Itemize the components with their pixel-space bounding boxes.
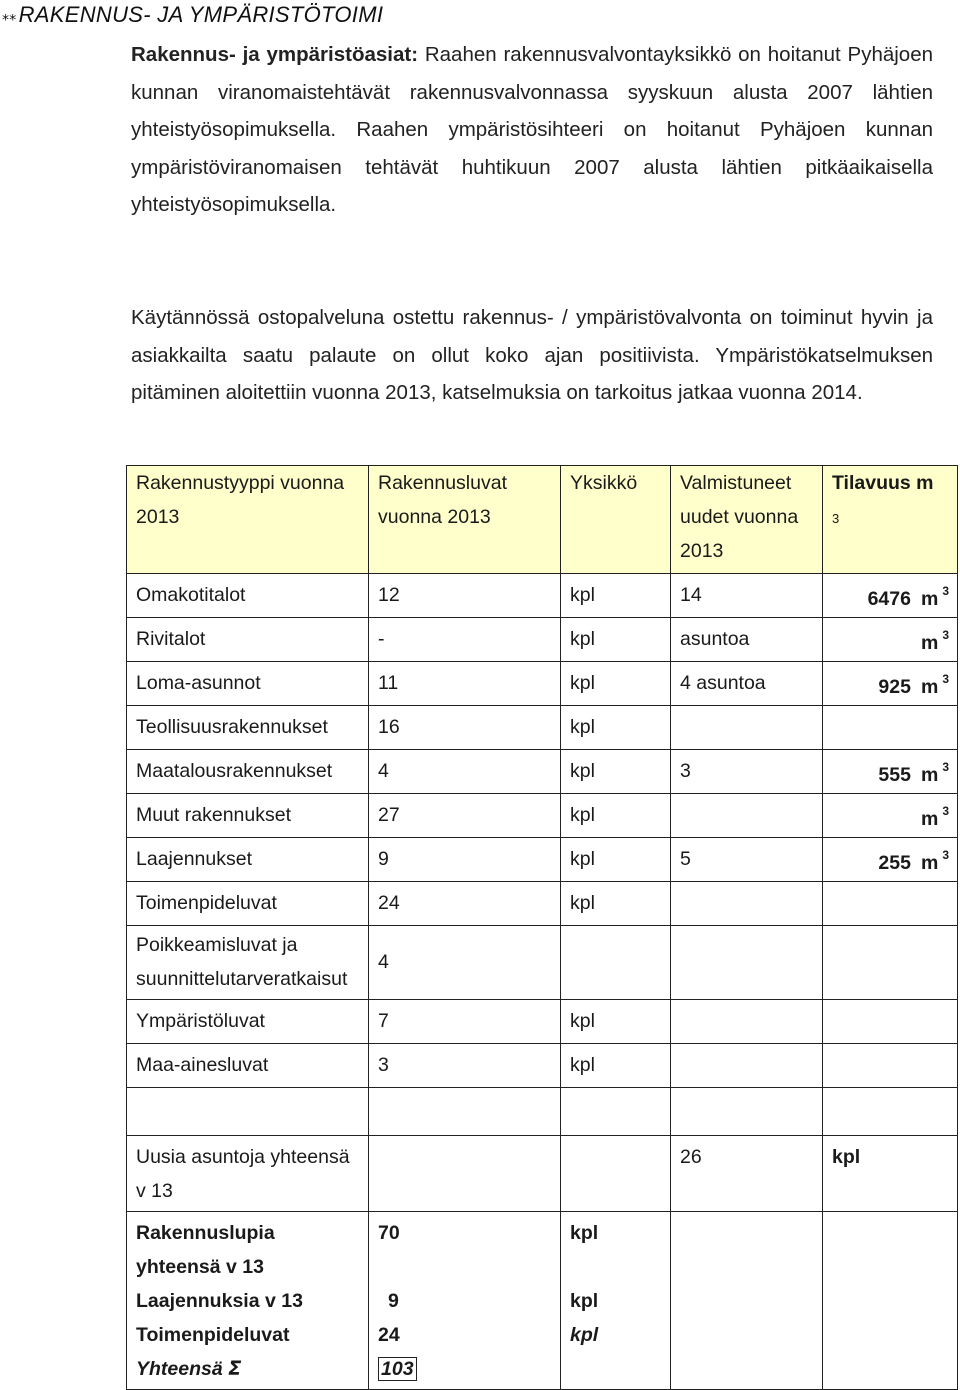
row-permits: - bbox=[369, 618, 561, 662]
volume-unit: m bbox=[920, 852, 939, 874]
paragraph-text: Raahen rakennusvalvontayksikkö on hoitanut Pyhäjoen kunnan viranomaistehtävät rakennusvalvonnassa syyskuun alusta 2007 lähtien yhteistyösopimuksella. Raahen ympäristösihteeri on hoitanut Pyhäjoen kunnan ympäristöviranomaisen tehtävät huhtikuun 2007 alusta lähtien pitkäaikaisella yhteistyösopimuksella. bbox=[131, 43, 933, 216]
table-row bbox=[127, 1000, 958, 1044]
row-volume bbox=[823, 618, 958, 662]
header-cell: Yksikkö bbox=[561, 466, 671, 574]
volume-unit: m bbox=[920, 808, 939, 830]
row-unit: kpl bbox=[561, 794, 671, 838]
blank-cell bbox=[823, 1088, 958, 1136]
row-permits: 9 bbox=[369, 838, 561, 882]
grand-total-label bbox=[136, 1352, 360, 1386]
row-type: Omakotitalot bbox=[127, 574, 369, 618]
paragraph-feedback: Käytännössä ostopalveluna ostettu rakennus- / ympäristövalvonta on toiminut hyvin ja asiakkailta saatu palaute on ollut koko ajan positiivista. Ympäristökatselmuksen pitäminen aloitettiin vuonna 2013, katselmuksia on tarkoitus jatkaa vuonna 2014. bbox=[131, 306, 933, 404]
row-unit: kpl bbox=[561, 706, 671, 750]
summary-units bbox=[561, 1212, 671, 1390]
row-permits: 7 bbox=[369, 1000, 561, 1044]
row-permits: 24 bbox=[369, 882, 561, 926]
blank-cell bbox=[561, 1088, 671, 1136]
permits-total-value: 70 bbox=[378, 1222, 400, 1244]
summary-labels bbox=[127, 1212, 369, 1390]
row-volume bbox=[823, 926, 958, 1000]
row-type: Ympäristöluvat bbox=[127, 1000, 369, 1044]
volume-unit: m bbox=[920, 632, 939, 654]
row-volume bbox=[823, 750, 958, 794]
grand-total-value: 103 bbox=[378, 1357, 417, 1381]
row-completed: 4 asuntoa bbox=[671, 662, 823, 706]
new-homes-unit: kpl bbox=[823, 1136, 958, 1212]
row-completed bbox=[671, 882, 823, 926]
summary-empty bbox=[671, 1212, 823, 1390]
volume-unit-sup: 3 bbox=[942, 760, 949, 774]
header-cell: Valmistuneet uudet vuonna 2013 bbox=[671, 466, 823, 574]
row-completed bbox=[671, 794, 823, 838]
volume-value: 255 bbox=[878, 852, 911, 874]
row-volume bbox=[823, 1044, 958, 1088]
new-homes-empty bbox=[369, 1136, 561, 1212]
grand-total-text: Yhteensä bbox=[136, 1358, 223, 1380]
volume-unit-sup: 3 bbox=[942, 804, 949, 818]
extensions-label: Laajennuksia v 13 bbox=[136, 1290, 303, 1312]
row-unit: kpl bbox=[561, 750, 671, 794]
new-homes-value: 26 bbox=[671, 1136, 823, 1212]
volume-value: 925 bbox=[878, 676, 911, 698]
row-unit: kpl bbox=[561, 662, 671, 706]
row-permits: 27 bbox=[369, 794, 561, 838]
row-permits: 11 bbox=[369, 662, 561, 706]
row-unit: kpl bbox=[561, 574, 671, 618]
row-volume bbox=[823, 794, 958, 838]
building-permits-table bbox=[126, 465, 958, 1390]
header-cell-volume bbox=[823, 466, 958, 574]
row-volume bbox=[823, 838, 958, 882]
extensions-value: 9 bbox=[388, 1290, 399, 1312]
section-title: RAKENNUS- JA YMPÄRISTÖTOIMI bbox=[18, 2, 384, 27]
row-completed bbox=[671, 706, 823, 750]
table-row bbox=[127, 750, 958, 794]
row-completed: 5 bbox=[671, 838, 823, 882]
row-type: Teollisuusrakennukset bbox=[127, 706, 369, 750]
row-permits: 16 bbox=[369, 706, 561, 750]
row-permits: 3 bbox=[369, 1044, 561, 1088]
blank-row bbox=[127, 1088, 958, 1136]
table-row bbox=[127, 706, 958, 750]
grand-total-value-wrap bbox=[378, 1352, 552, 1386]
row-completed bbox=[671, 926, 823, 1000]
row-volume bbox=[823, 1000, 958, 1044]
row-type: Maatalousrakennukset bbox=[127, 750, 369, 794]
table-row bbox=[127, 882, 958, 926]
row-unit: kpl bbox=[561, 838, 671, 882]
row-unit: kpl bbox=[561, 882, 671, 926]
summary-row bbox=[127, 1212, 958, 1390]
table-row bbox=[127, 794, 958, 838]
volume-unit-sup: 3 bbox=[942, 628, 949, 642]
header-cell: Rakennustyyppi vuonna 2013 bbox=[127, 466, 369, 574]
volume-unit-sup: 3 bbox=[942, 672, 949, 686]
row-type: Rivitalot bbox=[127, 618, 369, 662]
blank-cell bbox=[369, 1088, 561, 1136]
volume-value: 6476 bbox=[867, 588, 911, 610]
actions-unit: kpl bbox=[570, 1324, 599, 1346]
table-row bbox=[127, 838, 958, 882]
row-type: Laajennukset bbox=[127, 838, 369, 882]
table-row bbox=[127, 1044, 958, 1088]
new-homes-label: Uusia asuntoja yhteensä v 13 bbox=[127, 1136, 369, 1212]
row-unit bbox=[561, 926, 671, 1000]
table-header-row bbox=[127, 466, 958, 574]
volume-unit: m bbox=[920, 676, 939, 698]
row-permits: 4 bbox=[369, 926, 561, 1000]
permits-total-unit: kpl bbox=[570, 1222, 599, 1244]
row-completed: 3 bbox=[671, 750, 823, 794]
paragraph-lead: Rakennus- ja ympäristöasiat: bbox=[131, 43, 419, 66]
row-type: Poikkeamisluvat ja suunnittelutarveratkaisut bbox=[127, 926, 369, 1000]
section-heading bbox=[2, 2, 383, 28]
table-row bbox=[127, 926, 958, 1000]
row-volume bbox=[823, 706, 958, 750]
row-unit: kpl bbox=[561, 618, 671, 662]
volume-unit: m bbox=[920, 764, 939, 786]
extensions-unit: kpl bbox=[570, 1290, 599, 1312]
volume-unit: m bbox=[920, 588, 939, 610]
paragraph-responsibilities bbox=[131, 36, 933, 224]
volume-unit-sup: 3 bbox=[942, 848, 949, 862]
row-volume bbox=[823, 882, 958, 926]
new-homes-empty bbox=[561, 1136, 671, 1212]
volume-unit-sup: 3 bbox=[942, 584, 949, 598]
row-volume bbox=[823, 662, 958, 706]
volume-header-label: Tilavuus m bbox=[832, 472, 934, 494]
volume-header-sup: 3 bbox=[832, 511, 840, 526]
row-volume bbox=[823, 574, 958, 618]
row-type: Loma-asunnot bbox=[127, 662, 369, 706]
header-cell: Rakennusluvat vuonna 2013 bbox=[369, 466, 561, 574]
blank-cell bbox=[127, 1088, 369, 1136]
actions-value: 24 bbox=[378, 1324, 400, 1346]
row-completed: asuntoa bbox=[671, 618, 823, 662]
new-homes-row bbox=[127, 1136, 958, 1212]
row-unit: kpl bbox=[561, 1044, 671, 1088]
row-completed bbox=[671, 1000, 823, 1044]
bullet-icon: ⁎⁎ bbox=[2, 7, 17, 23]
row-type: Toimenpideluvat bbox=[127, 882, 369, 926]
row-completed bbox=[671, 1044, 823, 1088]
table-row bbox=[127, 618, 958, 662]
summary-empty bbox=[823, 1212, 958, 1390]
row-unit: kpl bbox=[561, 1000, 671, 1044]
table-row bbox=[127, 662, 958, 706]
volume-value: 555 bbox=[878, 764, 911, 786]
row-type: Muut rakennukset bbox=[127, 794, 369, 838]
actions-label: Toimenpideluvat bbox=[136, 1324, 290, 1346]
row-permits: 12 bbox=[369, 574, 561, 618]
blank-cell bbox=[671, 1088, 823, 1136]
sigma-icon: Σ bbox=[228, 1357, 242, 1380]
row-type: Maa-ainesluvat bbox=[127, 1044, 369, 1088]
summary-values bbox=[369, 1212, 561, 1390]
permits-total-label: Rakennuslupia yhteensä v 13 bbox=[136, 1222, 275, 1278]
table-row bbox=[127, 574, 958, 618]
row-completed: 14 bbox=[671, 574, 823, 618]
row-permits: 4 bbox=[369, 750, 561, 794]
